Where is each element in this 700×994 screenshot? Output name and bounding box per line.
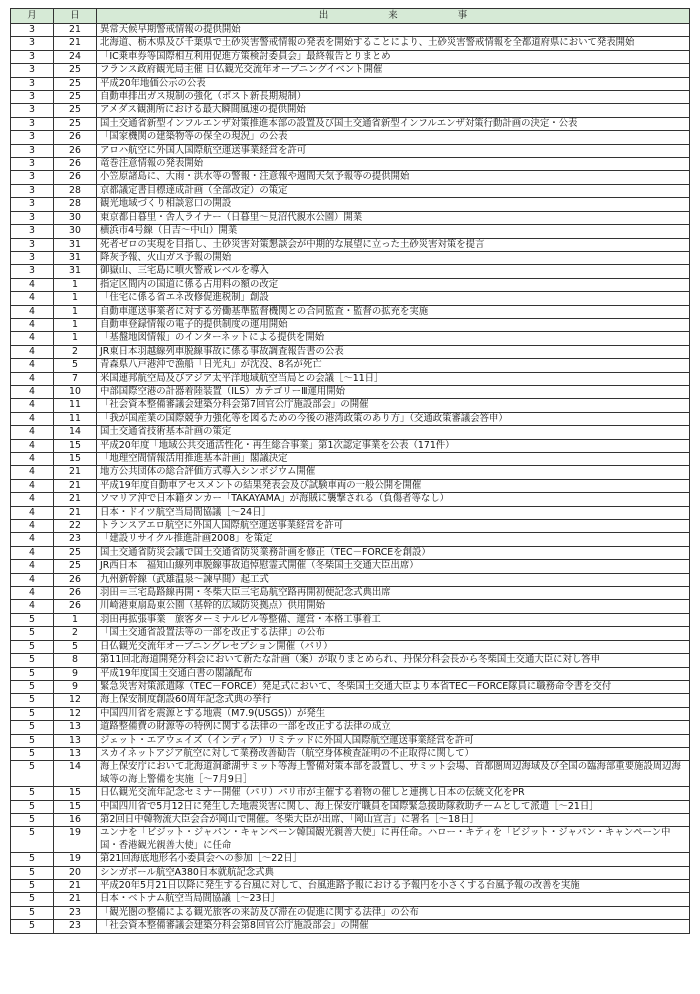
event-cell: 日本・ドイツ航空当局間協議［〜24日］ — [97, 506, 690, 519]
month-cell: 3 — [11, 117, 54, 130]
day-cell: 19 — [54, 827, 97, 853]
month-cell: 5 — [11, 827, 54, 853]
day-cell: 25 — [54, 560, 97, 573]
day-cell: 20 — [54, 866, 97, 879]
day-cell: 23 — [54, 920, 97, 933]
month-cell: 5 — [11, 721, 54, 734]
event-cell: 緊急災害対策派遣隊（TEC－FORCE）発足式において、冬柴国土交通大臣より本省TEC－FORCE隊員に職務命令書を交付 — [97, 680, 690, 693]
day-cell: 30 — [54, 225, 97, 238]
day-cell: 25 — [54, 104, 97, 117]
table-row — [11, 640, 690, 653]
month-cell: 3 — [11, 171, 54, 184]
header-month: 月 — [11, 9, 54, 24]
month-cell: 5 — [11, 787, 54, 800]
event-cell: 東京都日暮里・舎人ライナー（日暮里〜見沼代親水公園）開業 — [97, 211, 690, 224]
month-cell: 4 — [11, 520, 54, 533]
event-cell: ジェット・エアウェイズ（インディア）リミテッドに外国人国際航空運送事業経営を許可 — [97, 734, 690, 747]
event-cell: フランス政府観光局主催 日仏観光交流年オープニングイベント開催 — [97, 64, 690, 77]
day-cell: 11 — [54, 399, 97, 412]
table-row — [11, 278, 690, 291]
event-cell: 道路整備費の財源等の特例に関する法律の一部を改正する法律の成立 — [97, 721, 690, 734]
table-row — [11, 131, 690, 144]
event-cell: 日本・ベトナム航空当局間協議［〜23日］ — [97, 893, 690, 906]
event-cell: 九州新幹線（武雄温泉〜諫早間）起工式 — [97, 573, 690, 586]
day-cell: 19 — [54, 853, 97, 866]
month-cell: 3 — [11, 77, 54, 90]
day-cell: 31 — [54, 251, 97, 264]
month-cell: 4 — [11, 466, 54, 479]
month-cell: 5 — [11, 667, 54, 680]
day-cell: 10 — [54, 385, 97, 398]
event-cell: 「国家機関の建築物等の保全の現況」の公表 — [97, 131, 690, 144]
event-cell: 平成20年地価公示の公表 — [97, 77, 690, 90]
table-row — [11, 372, 690, 385]
table-row — [11, 50, 690, 63]
month-cell: 4 — [11, 426, 54, 439]
event-cell: 「社会資本整備審議会建築分科会第7回官公庁施設部会」の開催 — [97, 399, 690, 412]
event-cell: 「地理空間情報活用推進基本計画」閣議決定 — [97, 453, 690, 466]
table-row — [11, 332, 690, 345]
table-row — [11, 265, 690, 278]
month-cell: 4 — [11, 399, 54, 412]
day-cell: 14 — [54, 426, 97, 439]
day-cell: 26 — [54, 158, 97, 171]
table-row — [11, 251, 690, 264]
month-cell: 3 — [11, 131, 54, 144]
event-cell: 小笠原諸島に、大雨・洪水等の警報・注意報や週間天気予報等の提供開始 — [97, 171, 690, 184]
event-cell: 指定区間内の国道に係る占用料の額の改定 — [97, 278, 690, 291]
table-row — [11, 560, 690, 573]
month-cell: 5 — [11, 734, 54, 747]
table-row — [11, 520, 690, 533]
event-cell: 地方公共団体の総合評価方式導入シンポジウム開催 — [97, 466, 690, 479]
event-cell: 「IC乗車券等国際相互利用促進方策検討委員会」最終報告とりまとめ — [97, 50, 690, 63]
event-cell: 「観光圏の整備による観光旅客の来訪及び滞在の促進に関する法律」の公布 — [97, 906, 690, 919]
event-cell: 平成20年度「地域公共交通活性化・再生総合事業」第1次認定事業を公表（171件） — [97, 439, 690, 452]
event-cell: スカイネットアジア航空に対して業務改善勧告（航空身体検査証明の不正取得に関して） — [97, 747, 690, 760]
table-row — [11, 198, 690, 211]
table-row — [11, 613, 690, 626]
table-row — [11, 761, 690, 787]
event-cell: 日仏観光交流年オープニングレセプション開催（パリ） — [97, 640, 690, 653]
month-cell: 3 — [11, 64, 54, 77]
day-cell: 16 — [54, 813, 97, 826]
month-cell: 4 — [11, 292, 54, 305]
table-row — [11, 546, 690, 559]
table-row — [11, 345, 690, 358]
day-cell: 24 — [54, 50, 97, 63]
day-cell: 31 — [54, 265, 97, 278]
day-cell: 15 — [54, 800, 97, 813]
month-cell: 4 — [11, 385, 54, 398]
month-cell: 5 — [11, 853, 54, 866]
table-row — [11, 667, 690, 680]
month-cell: 3 — [11, 91, 54, 104]
table-row — [11, 506, 690, 519]
day-cell: 1 — [54, 278, 97, 291]
table-row — [11, 707, 690, 720]
month-cell: 4 — [11, 412, 54, 425]
event-cell: 国土交通省新型インフルエンザ対策推進本部の設置及び国土交通省新型インフルエンザ対策行動計画の決定・公表 — [97, 117, 690, 130]
event-cell: 京都議定書目標達成計画（全部改定）の策定 — [97, 184, 690, 197]
day-cell: 26 — [54, 600, 97, 613]
header-day: 日 — [54, 9, 97, 24]
month-cell: 5 — [11, 920, 54, 933]
event-cell: 青森県八戸港沖で漁船「日光丸」が沈没、8名が死亡 — [97, 359, 690, 372]
table-row — [11, 171, 690, 184]
month-cell: 5 — [11, 800, 54, 813]
table-row — [11, 412, 690, 425]
table-row — [11, 573, 690, 586]
event-cell: 平成19年度自動車アセスメントの結果発表会及び試験車両の一般公開を開催 — [97, 479, 690, 492]
table-row — [11, 866, 690, 879]
day-cell: 21 — [54, 37, 97, 50]
day-cell: 21 — [54, 506, 97, 519]
day-cell: 1 — [54, 332, 97, 345]
table-row — [11, 359, 690, 372]
day-cell: 13 — [54, 747, 97, 760]
day-cell: 13 — [54, 734, 97, 747]
month-cell: 4 — [11, 546, 54, 559]
day-cell: 11 — [54, 412, 97, 425]
table-row — [11, 747, 690, 760]
table-row — [11, 787, 690, 800]
table-row — [11, 680, 690, 693]
table-row — [11, 920, 690, 933]
table-row — [11, 225, 690, 238]
table-row — [11, 587, 690, 600]
event-cell: 羽田再拡張事業 旅客ターミナルビル等整備、運営・本格工事着工 — [97, 613, 690, 626]
day-cell: 9 — [54, 667, 97, 680]
event-cell: 国土交通省防災会議で国土交通省防災業務計画を修正（TEC－FORCEを創設） — [97, 546, 690, 559]
events-chronology — [10, 8, 689, 934]
month-cell: 5 — [11, 813, 54, 826]
day-cell: 26 — [54, 171, 97, 184]
event-cell: 死者ゼロの実現を目指し、土砂災害対策懇談会が中期的な展望に立った土砂災害対策を提言 — [97, 238, 690, 251]
table-row — [11, 439, 690, 452]
event-cell: 北海道、栃木県及び千葉県で土砂災害警戒情報の発表を開始することにより、土砂災害警戒情報を全都道府県において発表開始 — [97, 37, 690, 50]
day-cell: 21 — [54, 466, 97, 479]
day-cell: 1 — [54, 292, 97, 305]
table-row — [11, 292, 690, 305]
table-row — [11, 493, 690, 506]
day-cell: 26 — [54, 587, 97, 600]
header-event — [97, 9, 690, 24]
table-row — [11, 37, 690, 50]
event-cell: 「社会資本整備審議会建築分科会第8回官公庁施設部会」の開催 — [97, 920, 690, 933]
event-cell: JR東日本羽越線列車脱線事故に係る事故調査報告書の公表 — [97, 345, 690, 358]
header-event-char: 来 — [388, 9, 398, 21]
event-cell: 米国連邦航空局及びアジア太平洋地域航空当局との会議［〜11日］ — [97, 372, 690, 385]
table-row — [11, 694, 690, 707]
table-row — [11, 117, 690, 130]
table-row — [11, 238, 690, 251]
month-cell: 5 — [11, 640, 54, 653]
day-cell: 9 — [54, 680, 97, 693]
month-cell: 4 — [11, 305, 54, 318]
table-row — [11, 813, 690, 826]
month-cell: 3 — [11, 265, 54, 278]
event-cell: 国土交通省技術基本計画の策定 — [97, 426, 690, 439]
month-cell: 5 — [11, 880, 54, 893]
event-cell: 自動車運送事業者に対する労働基準監督機関との合同監査・監督の拡充を実施 — [97, 305, 690, 318]
month-cell: 5 — [11, 707, 54, 720]
event-cell: 平成20年5月21日以降に発生する台風に対して、台風進路予報における予報円を小さくする台風予報の改善を実施 — [97, 880, 690, 893]
month-cell: 3 — [11, 24, 54, 37]
table-row — [11, 533, 690, 546]
day-cell: 26 — [54, 144, 97, 157]
day-cell: 1 — [54, 318, 97, 331]
month-cell: 3 — [11, 184, 54, 197]
table-row — [11, 721, 690, 734]
table-row — [11, 211, 690, 224]
event-cell: 「我が国産業の国際競争力強化等を図るための今後の港湾政策のあり方」（交通政策審議会答申） — [97, 412, 690, 425]
event-cell: 御嶽山、三宅島に噴火警戒レベルを導入 — [97, 265, 690, 278]
month-cell: 4 — [11, 573, 54, 586]
day-cell: 21 — [54, 479, 97, 492]
day-cell: 15 — [54, 439, 97, 452]
month-cell: 4 — [11, 439, 54, 452]
day-cell: 2 — [54, 345, 97, 358]
event-cell: 第2回日中韓物流大臣会合が岡山で開催。冬柴大臣が出席、「岡山宣言」に署名［〜18日］ — [97, 813, 690, 826]
day-cell: 25 — [54, 64, 97, 77]
day-cell: 26 — [54, 131, 97, 144]
month-cell: 5 — [11, 680, 54, 693]
event-cell: 中国四川省で5月12日に発生した地震災害に関し、海上保安庁職員を国際緊急援助隊救助チームとして派遣［〜21日］ — [97, 800, 690, 813]
header-event-char: 事 — [457, 9, 468, 21]
day-cell: 25 — [54, 77, 97, 90]
table-row — [11, 479, 690, 492]
table-row — [11, 385, 690, 398]
month-cell: 5 — [11, 866, 54, 879]
day-cell: 31 — [54, 238, 97, 251]
event-cell: 中国四川省を震源とする地震（M7.9(USGS)）が発生 — [97, 707, 690, 720]
month-cell: 3 — [11, 211, 54, 224]
day-cell: 15 — [54, 787, 97, 800]
day-cell: 28 — [54, 198, 97, 211]
table-row — [11, 466, 690, 479]
event-cell: 第21回海底地形名小委員会への参加［〜22日］ — [97, 853, 690, 866]
month-cell: 3 — [11, 50, 54, 63]
day-cell: 14 — [54, 761, 97, 787]
month-cell: 5 — [11, 747, 54, 760]
month-cell: 4 — [11, 278, 54, 291]
day-cell: 25 — [54, 117, 97, 130]
event-cell: 自動車排出ガス規制の強化（ポスト新長期規制） — [97, 91, 690, 104]
month-cell: 3 — [11, 104, 54, 117]
event-cell: 横浜市4号線（日吉〜中山）開業 — [97, 225, 690, 238]
event-cell: JR西日本 福知山線列車脱線事故追悼慰霊式開催（冬柴国土交通大臣出席） — [97, 560, 690, 573]
table-row — [11, 893, 690, 906]
table-row — [11, 906, 690, 919]
day-cell: 30 — [54, 211, 97, 224]
month-cell: 4 — [11, 560, 54, 573]
events-table — [10, 8, 690, 934]
day-cell: 21 — [54, 893, 97, 906]
month-cell: 5 — [11, 906, 54, 919]
day-cell: 23 — [54, 533, 97, 546]
day-cell: 25 — [54, 546, 97, 559]
month-cell: 3 — [11, 37, 54, 50]
event-cell: シンガポール航空A380日本就航記念式典 — [97, 866, 690, 879]
day-cell: 5 — [54, 640, 97, 653]
month-cell: 4 — [11, 506, 54, 519]
table-row — [11, 104, 690, 117]
day-cell: 21 — [54, 24, 97, 37]
event-cell: ユンナを「ビジット・ジャパン・キャンペーン韓国観光親善大使」に再任命。ハロー・キティを「ビジット・ジャパン・キャンペーン中国・香港観光親善大使」に任命 — [97, 827, 690, 853]
month-cell: 5 — [11, 654, 54, 667]
table-row — [11, 800, 690, 813]
table-row — [11, 600, 690, 613]
day-cell: 25 — [54, 91, 97, 104]
event-cell: 観光地域づくり相談窓口の開設 — [97, 198, 690, 211]
event-cell: ソマリア沖で日本籍タンカー「TAKAYAMA」が海賊に襲撃される（負傷者等なし） — [97, 493, 690, 506]
month-cell: 4 — [11, 345, 54, 358]
event-cell: 「国土交通省設置法等の一部を改正する法律」の公布 — [97, 627, 690, 640]
month-cell: 4 — [11, 359, 54, 372]
month-cell: 5 — [11, 694, 54, 707]
month-cell: 3 — [11, 251, 54, 264]
month-cell: 5 — [11, 613, 54, 626]
day-cell: 23 — [54, 906, 97, 919]
event-cell: 川崎港東扇島東公園（基幹的広域防災拠点）供用開始 — [97, 600, 690, 613]
day-cell: 28 — [54, 184, 97, 197]
table-row — [11, 399, 690, 412]
month-cell: 4 — [11, 453, 54, 466]
month-cell: 4 — [11, 332, 54, 345]
day-cell: 1 — [54, 305, 97, 318]
event-cell: アロハ航空に外国人国際航空運送事業経営を許可 — [97, 144, 690, 157]
day-cell: 15 — [54, 453, 97, 466]
table-row — [11, 144, 690, 157]
day-cell: 8 — [54, 654, 97, 667]
table-row — [11, 305, 690, 318]
table-row — [11, 853, 690, 866]
event-cell: 「住宅に係る省エネ改修促進税制」創設 — [97, 292, 690, 305]
event-cell: 竜巻注意情報の発表開始 — [97, 158, 690, 171]
event-cell: 日仏観光交流年記念セミナー開催（パリ）パリ市が主催する着物の催しと連携し日本の伝統文化をPR — [97, 787, 690, 800]
header-event-char: 出 — [318, 9, 329, 21]
event-cell: アメダス観測所における最大瞬間風速の提供開始 — [97, 104, 690, 117]
day-cell: 26 — [54, 573, 97, 586]
month-cell: 4 — [11, 533, 54, 546]
day-cell: 2 — [54, 627, 97, 640]
event-cell: 「建設リサイクル推進計画2008」を策定 — [97, 533, 690, 546]
day-cell: 5 — [54, 359, 97, 372]
event-cell: 「基盤地図情報」のインターネットによる提供を開始 — [97, 332, 690, 345]
table-row — [11, 426, 690, 439]
event-cell: 中部国際空港の計器着陸装置（ILS）カテゴリーⅢ運用開始 — [97, 385, 690, 398]
day-cell: 12 — [54, 707, 97, 720]
event-cell: 海上保安制度創設60周年記念式典の挙行 — [97, 694, 690, 707]
month-cell: 4 — [11, 587, 54, 600]
day-cell: 21 — [54, 880, 97, 893]
table-row — [11, 24, 690, 37]
table-row — [11, 158, 690, 171]
day-cell: 1 — [54, 613, 97, 626]
table-row — [11, 318, 690, 331]
event-cell: 自動車登録情報の電子的提供制度の運用開始 — [97, 318, 690, 331]
day-cell: 12 — [54, 694, 97, 707]
table-row — [11, 880, 690, 893]
day-cell: 13 — [54, 721, 97, 734]
event-cell: 羽田＝三宅島路線再開・冬柴大臣三宅島航空路再開初便記念式典出席 — [97, 587, 690, 600]
day-cell: 22 — [54, 520, 97, 533]
month-cell: 4 — [11, 600, 54, 613]
month-cell: 5 — [11, 893, 54, 906]
event-cell: 第11回北海道開発分科会において新たな計画（案）が取りまとめられ、丹保分科会長から冬柴国土交通大臣に対し答申 — [97, 654, 690, 667]
event-cell: 海上保安庁において北海道洞爺湖サミット等海上警備対策本部を設置し、サミット会場、首都圏周辺海域及び全国の臨海部重要施設周辺海域等の海上警備を実施［〜7月9日］ — [97, 761, 690, 787]
day-cell: 7 — [54, 372, 97, 385]
month-cell: 4 — [11, 372, 54, 385]
table-header-row — [11, 9, 690, 24]
event-cell: 平成19年度国土交通白書の閣議配布 — [97, 667, 690, 680]
event-cell: トランスアエロ航空に外国人国際航空運送事業経営を許可 — [97, 520, 690, 533]
month-cell: 5 — [11, 761, 54, 787]
table-row — [11, 827, 690, 853]
month-cell: 3 — [11, 158, 54, 171]
table-row — [11, 77, 690, 90]
table-row — [11, 627, 690, 640]
table-row — [11, 64, 690, 77]
table-row — [11, 453, 690, 466]
table-row — [11, 654, 690, 667]
table-row — [11, 734, 690, 747]
month-cell: 3 — [11, 144, 54, 157]
month-cell: 3 — [11, 225, 54, 238]
event-cell: 降灰予報、火山ガス予報の開始 — [97, 251, 690, 264]
month-cell: 3 — [11, 238, 54, 251]
day-cell: 21 — [54, 493, 97, 506]
event-cell: 異常天候早期警戒情報の提供開始 — [97, 24, 690, 37]
month-cell: 5 — [11, 627, 54, 640]
month-cell: 3 — [11, 198, 54, 211]
table-row — [11, 184, 690, 197]
month-cell: 4 — [11, 318, 54, 331]
table-row — [11, 91, 690, 104]
month-cell: 4 — [11, 479, 54, 492]
month-cell: 4 — [11, 493, 54, 506]
